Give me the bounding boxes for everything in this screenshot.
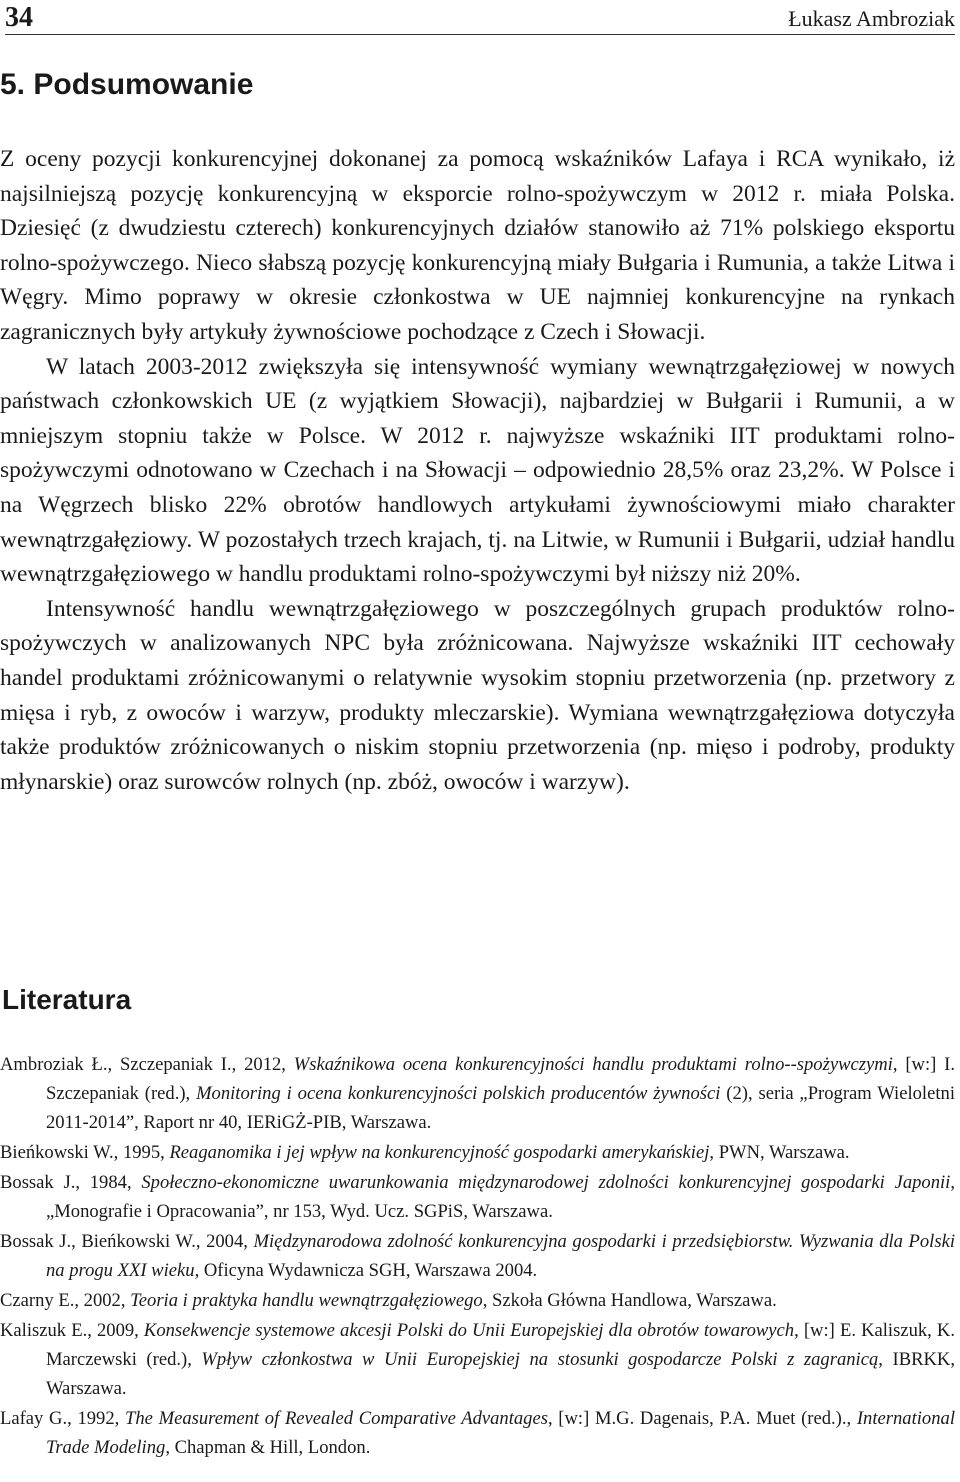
reference-title: The Measurement of Revealed Comparative Advantages <box>125 1408 548 1429</box>
reference-text: Bossak J., 1984, <box>0 1172 142 1193</box>
reference-title: Reaganomika i jej wpływ na konkurencyjność gospodarki amerykańskiej <box>169 1142 710 1163</box>
reference-text: , IBRKK, Warszawa. <box>46 1349 955 1399</box>
reference-text: , [w:] I. Szczepaniak (red.), <box>46 1054 955 1104</box>
reference-text: , Oficyna Wydawnicza SGH, Warszawa 2004. <box>194 1260 538 1281</box>
reference-text: , „Monografie i Opracowania”, nr 153, Wyd. Ucz. SGPiS, Warszawa. <box>46 1172 955 1222</box>
reference-text: Lafay G., 1992, <box>0 1408 125 1429</box>
reference-text: Czarny E., 2002, <box>0 1290 131 1311</box>
reference-text: Ambroziak Ł., Szczepaniak I., 2012, <box>0 1054 294 1075</box>
reference-item <box>0 1050 955 1137</box>
reference-text: Bieńkowski W., 1995, <box>0 1142 170 1163</box>
reference-text: Bossak J., Bieńkowski W., 2004, <box>0 1231 254 1252</box>
page-header <box>5 0 955 35</box>
paragraph: Z oceny pozycji konkurencyjnej dokonanej za pomocą wskaźników Lafaya i RCA wynikało, iż najsilniejszą pozycję konkurencyjną w eksporcie rolno-spożywczym w 2012 r. miała Polska. Dziesięć (z dwudziestu czterech) konkurencyjnych działów stanowiło aż 71% polskiego eksportu rolno-spożywczego. Nieco słabszą pozycję konkurencyjną miały Bułgaria i Rumunia, a także Litwa i Węgry. Mimo poprawy w okresie członkostwa w UE najmniej konkurencyjne na rynkach zagranicznych były artykuły żywnościowe pochodzące z Czech i Słowacji. <box>0 146 955 345</box>
reference-text: (2), seria „Program Wieloletni 2011-2014”, Raport nr 40, IERiGŻ-PIB, Warszawa. <box>46 1083 955 1133</box>
reference-text: , [w:] E. Kaliszuk, K. Marczewski (red.), <box>46 1320 956 1370</box>
literature-title: Literatura <box>2 984 132 1015</box>
reference-title: Wpływ członkostwa w Unii Europejskiej na stosunki gospodarcze Polski z zagranicą <box>201 1349 879 1370</box>
reference-title: Międzynarodowa zdolność konkurencyjna gospodarki i przedsiębiorstw. Wyzwania dla Polski na progu XXI wieku <box>46 1231 955 1281</box>
reference-text: , [w:] M.G. Dagenais, P.A. Muet (red.)., <box>547 1408 857 1429</box>
reference-list <box>0 1050 955 1463</box>
reference-title: Społeczno-ekonomiczne uwarunkowania międzynarodowej zdolności konkurencyjnej gospodarki Japonii <box>141 1172 951 1193</box>
reference-item <box>0 1168 955 1226</box>
reference-text: , Chapman & Hill, London. <box>165 1437 371 1458</box>
reference-title: International Trade Modeling <box>46 1408 955 1458</box>
reference-item <box>0 1404 955 1462</box>
section-title: 5. Podsumowanie <box>0 68 254 101</box>
reference-title: Konsekwencje systemowe akcesji Polski do Unii Europejskiej dla obrotów towarowych <box>143 1320 795 1341</box>
reference-item <box>0 1286 955 1315</box>
paragraph: W latach 2003-2012 zwiększyła się intensywność wymiany wewnątrzgałęziowej w nowych państwach członkowskich UE (z wyjątkiem Słowacji), najbardziej w Bułgarii i Rumunii, a w mniejszym stopniu także w Polsce. W 2012 r. najwyższe wskaźniki IIT produktami rolno-spożywczymi odnotowano w Czechach i na Słowacji – odpowiednio 28,5% oraz 23,2%. W Polsce i na Węgrzech blisko 22% obrotów handlowych artykułami żywnościowymi miało charakter wewnątrzgałęziowy. W pozostałych trzech krajach, tj. na Litwie, w Rumunii i Bułgarii, udział handlu wewnątrzgałęziowego w handlu produktami rolno-spożywczymi był niższy niż 20%. <box>0 353 955 588</box>
reference-title: Wskaźnikowa ocena konkurencyjności handlu produktami rolno--spożywczymi <box>293 1054 893 1075</box>
reference-text: , PWN, Warszawa. <box>709 1142 850 1163</box>
summary-body <box>0 142 955 799</box>
running-head-author: Łukasz Ambroziak <box>788 6 955 31</box>
reference-item <box>0 1316 955 1403</box>
reference-title: Monitoring i ocena konkurencyjności polskich producentów żywności <box>196 1083 721 1104</box>
page-number: 34 <box>5 2 33 33</box>
reference-text: , Szkoła Główna Handlowa, Warszawa. <box>482 1290 777 1311</box>
reference-item <box>0 1138 955 1167</box>
reference-title: Teoria i praktyka handlu wewnątrzgałęziowego <box>130 1290 483 1311</box>
reference-item <box>0 1227 955 1285</box>
paragraph: Intensywność handlu wewnątrzgałęziowego w poszczególnych grupach produktów rolno-spożywczych w analizowanych NPC była zróżnicowana. Najwyższe wskaźniki IIT cechowały handel produktami zróżnicowanymi o relatywnie wysokim stopniu przetworzenia (np. przetwory z mięsa i ryb, z owoców i warzyw, produkty mleczarskie). Wymiana wewnątrzgałęziowa dotyczyła także produktów zróżnicowanych o niskim stopniu przetworzenia (np. mięso i podroby, produkty młynarskie) oraz surowców rolnych (np. zbóż, owoców i warzyw). <box>0 595 955 795</box>
reference-text: Kaliszuk E., 2009, <box>0 1320 144 1341</box>
